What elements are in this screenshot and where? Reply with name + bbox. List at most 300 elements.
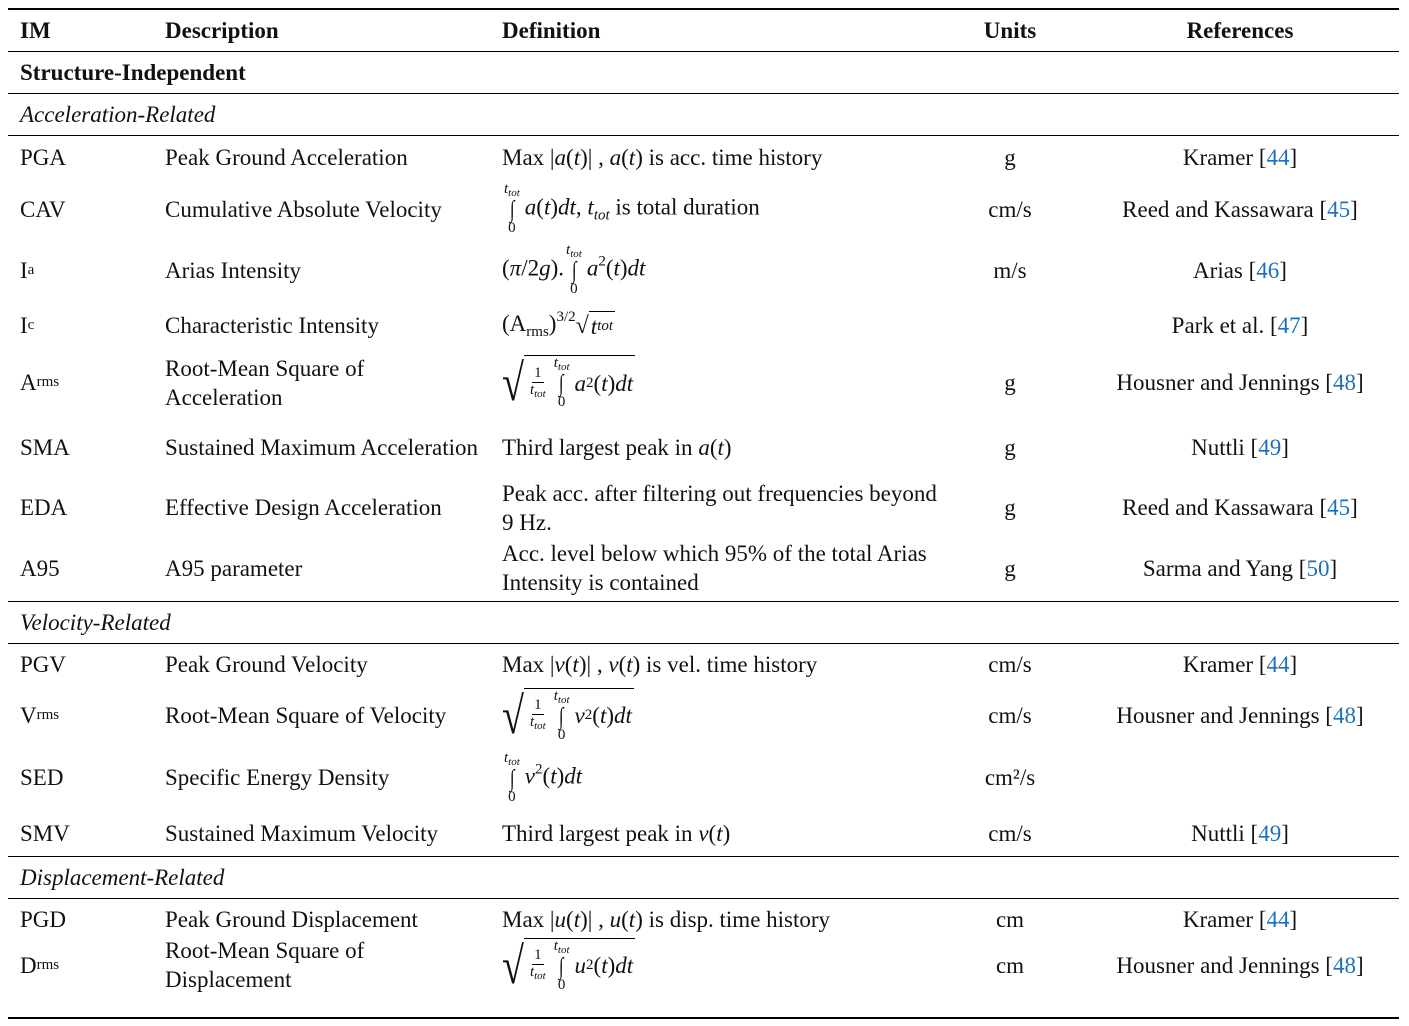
im-definition (502, 745, 942, 810)
definition-content (502, 182, 760, 236)
im-description: Root-Mean Square of Acceleration (165, 355, 365, 410)
im-reference (1085, 480, 1395, 535)
math-variable: t (553, 687, 558, 704)
im-definition (502, 644, 942, 685)
im-name: A (20, 370, 37, 395)
header-references: References (1186, 18, 1294, 43)
reference-bracket: ] (1355, 702, 1364, 728)
math-variable: u (574, 953, 587, 978)
im-subscript: a (27, 261, 35, 278)
citation-link[interactable]: 47 (1277, 312, 1301, 338)
math-variable: t (601, 953, 608, 978)
math-variable: a (574, 370, 587, 396)
radical-sign-icon: √ (575, 312, 589, 339)
math-variable: t (543, 194, 551, 220)
im-reference (1085, 899, 1395, 940)
table-row (0, 899, 1409, 940)
math-text: Peak acc. after filtering out frequencies beyond 9 Hz. (502, 480, 937, 535)
im-definition (502, 535, 942, 601)
im-units: g (1004, 370, 1016, 395)
math-text: ) is acc. time history (635, 144, 823, 170)
im-reference (1085, 745, 1395, 810)
im-description: Sustained Maximum Velocity (165, 820, 439, 846)
math-superscript: 2 (584, 707, 593, 723)
integral (554, 689, 570, 743)
math-subscript: tot (534, 720, 546, 733)
citation-link[interactable]: 50 (1306, 555, 1330, 581)
im-subscript: rms (36, 374, 60, 390)
integral-sign-icon: ∫ (559, 703, 564, 730)
im-reference (1085, 810, 1395, 856)
im-reference (1085, 415, 1395, 480)
reference-bracket: ] (1355, 952, 1364, 978)
im-units: cm/s (988, 652, 1032, 677)
header-units: Units (983, 18, 1037, 43)
citation-link[interactable]: 44 (1266, 652, 1290, 677)
math-variable: v (554, 652, 565, 677)
definition-content (502, 935, 635, 994)
reference-authors: Park et al. [ (1171, 312, 1278, 338)
im-units: cm/s (988, 196, 1032, 222)
citation-link[interactable]: 48 (1332, 702, 1356, 728)
citation-link[interactable]: 44 (1266, 144, 1290, 170)
definition-content (502, 650, 817, 679)
fraction-denominator (530, 965, 546, 983)
im-description: Cumulative Absolute Velocity (165, 196, 442, 222)
math-text: | (549, 907, 555, 932)
table-row (0, 350, 1409, 415)
math-text: ( (536, 194, 544, 220)
math-text: | , (587, 144, 610, 170)
im-name: D (20, 952, 37, 978)
math-text: ) (607, 370, 616, 396)
integral-lower-limit: 0 (557, 726, 566, 743)
im-definition (502, 136, 942, 178)
im-definition (502, 899, 942, 940)
im-definition (502, 480, 942, 535)
math-variable: g (539, 255, 551, 281)
definition-content (502, 479, 942, 537)
math-text: | (549, 652, 555, 677)
im-definition (502, 240, 942, 300)
math-variable: v (524, 762, 536, 788)
math-text: ( (564, 652, 573, 677)
subsection-row (0, 602, 1409, 643)
im-description: Arias Intensity (165, 257, 302, 283)
im-abbreviation (20, 745, 63, 810)
im-reference (1085, 300, 1395, 350)
math-text: Max (502, 652, 550, 677)
im-name: V (20, 702, 37, 728)
math-text: ) (550, 194, 559, 220)
im-abbreviation (20, 415, 70, 480)
im-description: Specific Energy Density (165, 765, 390, 790)
im-units: g (1004, 144, 1016, 170)
reference-authors: Reed and Kassawara [ (1122, 196, 1328, 222)
reference-authors: Reed and Kassawara [ (1122, 495, 1328, 520)
math-variable: v (574, 703, 585, 728)
im-reference (1085, 685, 1395, 745)
reference-bracket: ] (1279, 257, 1287, 283)
math-text: ) is disp. time history (635, 907, 831, 932)
integral-sign-icon: ∫ (559, 371, 564, 397)
math-variable: t (529, 381, 535, 398)
table-row (0, 810, 1409, 856)
im-description: Root-Mean Square of Displacement (165, 938, 365, 992)
math-text: ) (556, 762, 565, 788)
im-abbreviation (20, 178, 66, 240)
math-variable: dt (558, 194, 576, 220)
math-variable: t (628, 907, 636, 932)
table-row (0, 685, 1409, 745)
math-text: ) (606, 703, 614, 728)
definition-content (502, 433, 732, 462)
im-reference (1085, 178, 1395, 240)
table-row (0, 240, 1409, 300)
reference-authors: Kramer [ (1182, 652, 1267, 677)
reference-bracket: ] (1289, 144, 1298, 170)
square-root (502, 352, 635, 412)
citation-link[interactable]: 48 (1332, 952, 1356, 978)
im-abbreviation (20, 240, 34, 300)
im-units: m/s (993, 257, 1027, 283)
math-variable: dt (614, 703, 632, 728)
math-text: ) (723, 435, 732, 460)
math-text: , (575, 194, 588, 220)
math-subscript: tot (557, 361, 570, 373)
radical-sign-icon: √ (502, 935, 524, 994)
math-superscript: 3/2 (556, 309, 576, 325)
reference-authors: Arias [ (1193, 257, 1257, 283)
math-variable: t (573, 144, 581, 170)
table-row (0, 480, 1409, 535)
math-text: ( (502, 255, 510, 281)
math-text: /2 (521, 255, 540, 281)
math-variable: t (599, 703, 607, 728)
math-text: ( (566, 144, 574, 170)
integral-lower-limit: 0 (557, 394, 566, 410)
math-variable: a (586, 255, 599, 281)
im-subscript: rms (36, 706, 60, 723)
im-units: cm/s (988, 702, 1032, 728)
math-subscript: tot (557, 693, 570, 706)
reference-authors: Housner and Jennings [ (1116, 702, 1333, 728)
math-subscript: tot (508, 755, 520, 768)
reference-authors: Sarma and Yang [ (1142, 555, 1307, 581)
im-definition (502, 350, 942, 415)
math-variable: t (504, 749, 509, 766)
subsection-title: Acceleration-Related (20, 102, 216, 127)
square-root (576, 311, 615, 341)
fraction-numerator: 1 (534, 697, 542, 714)
citation-link[interactable]: 45 (1327, 196, 1351, 222)
subsection-title: Velocity-Related (20, 610, 171, 635)
math-text: ( (618, 652, 627, 677)
radical-sign-icon: √ (502, 352, 524, 412)
im-definition (502, 685, 942, 745)
citation-link[interactable]: 45 (1327, 495, 1351, 520)
im-units: cm (995, 952, 1025, 978)
square-root (502, 935, 635, 994)
reference-bracket: ] (1350, 196, 1358, 222)
math-variable: t (587, 194, 594, 220)
integral-lower-limit: 0 (557, 976, 566, 993)
math-variable: dt (627, 255, 646, 281)
math-variable: v (698, 820, 709, 846)
definition-content (502, 243, 645, 297)
header-im: IM (20, 18, 51, 43)
math-superscript: 2 (598, 253, 606, 270)
integral-lower-limit: 0 (570, 281, 578, 297)
math-text: Max (502, 907, 550, 932)
table-row (0, 644, 1409, 685)
im-reference (1085, 535, 1395, 601)
radicand (524, 688, 634, 743)
reference-authors: Nuttli [ (1191, 435, 1259, 460)
math-variable: a (609, 144, 622, 170)
definition-content (502, 819, 730, 848)
math-subscript: tot (508, 187, 520, 199)
table-row (0, 415, 1409, 480)
math-variable: t (717, 435, 724, 460)
im-abbreviation (20, 480, 67, 535)
im-name: CAV (20, 196, 66, 222)
reference-authors: Housner and Jennings [ (1116, 952, 1333, 978)
math-variable: t (628, 144, 636, 170)
math-variable: π (509, 255, 522, 281)
fraction-denominator (530, 715, 546, 733)
im-name: PGA (20, 144, 67, 170)
math-variable: dt (564, 762, 583, 788)
im-description: Peak Ground Displacement (165, 907, 418, 932)
definition-content (502, 751, 582, 805)
math-variable: t (716, 820, 723, 846)
math-text: ( (709, 435, 718, 460)
table-row (0, 535, 1409, 601)
definition-content (502, 905, 830, 934)
im-name: I (20, 312, 28, 338)
fraction (530, 698, 546, 732)
math-text: ) (607, 953, 616, 978)
citation-link[interactable]: 46 (1256, 257, 1280, 283)
im-description: Sustained Maximum Acceleration (165, 435, 478, 460)
math-variable: dt (615, 370, 634, 396)
im-description: A95 parameter (165, 555, 303, 581)
math-variable: t (529, 964, 535, 981)
math-variable: a (698, 435, 710, 460)
integral-lower-limit: 0 (508, 220, 516, 236)
fraction (530, 948, 546, 982)
math-text: ( (542, 762, 551, 788)
math-text: ). (550, 255, 565, 281)
reference-authors: Kramer [ (1182, 907, 1267, 932)
table-row (0, 136, 1409, 178)
im-name: SED (20, 765, 64, 790)
table-row (0, 935, 1409, 994)
math-variable: t (566, 242, 571, 258)
math-text: ) (548, 311, 557, 336)
im-abbreviation (20, 940, 59, 990)
math-variable: a (524, 194, 537, 220)
im-description: Peak Ground Velocity (165, 652, 368, 677)
radicand (524, 938, 635, 993)
math-variable: t (550, 762, 557, 788)
math-variable: t (601, 370, 608, 396)
math-text: ) (722, 820, 731, 846)
reference-authors: Kramer [ (1182, 144, 1267, 170)
math-text: ) is vel. time history (632, 652, 818, 677)
fraction-numerator: 1 (534, 947, 542, 964)
im-definition (502, 935, 942, 994)
radical-sign-icon: √ (502, 685, 524, 744)
integral-lower-limit: 0 (508, 788, 516, 805)
subsection-title: Displacement-Related (20, 865, 225, 890)
math-text: ( (593, 953, 602, 978)
math-variable: t (590, 313, 598, 339)
math-subscript: tot (534, 970, 546, 983)
math-text: | (549, 144, 555, 170)
math-variable: t (553, 355, 558, 371)
im-description: Peak Ground Acceleration (165, 144, 408, 170)
im-name: SMV (20, 820, 70, 846)
im-subscript: c (27, 316, 35, 333)
math-text: is total duration (609, 194, 760, 220)
integral (566, 243, 582, 297)
fraction-denominator (530, 383, 546, 401)
math-subscript: tot (570, 248, 582, 260)
im-definition (502, 300, 942, 350)
integral (554, 939, 570, 993)
reference-bracket: ] (1300, 312, 1309, 338)
integral (504, 751, 520, 805)
math-text: ( (592, 703, 600, 728)
im-units: cm²/s (984, 765, 1036, 790)
math-variable: v (608, 652, 619, 677)
radicand (589, 311, 615, 341)
math-variable: t (626, 652, 633, 677)
reference-authors: Nuttli [ (1191, 820, 1259, 846)
im-reference (1085, 940, 1395, 990)
square-root (502, 685, 634, 744)
im-name: A95 (20, 555, 60, 581)
math-text: ) (580, 907, 588, 932)
math-text: ( (593, 370, 602, 396)
citation-link[interactable]: 49 (1258, 435, 1282, 460)
im-definition (502, 810, 942, 856)
math-text: Max (502, 144, 550, 170)
math-text: ) (619, 255, 628, 281)
radicand (524, 355, 635, 410)
definition-content (502, 143, 822, 172)
im-subscript: rms (36, 956, 60, 973)
im-reference (1085, 240, 1395, 300)
math-superscript: 2 (586, 374, 594, 391)
im-definition (502, 415, 942, 480)
math-variable: t (553, 937, 558, 954)
citation-link[interactable]: 48 (1332, 370, 1356, 395)
math-text: ) (580, 144, 588, 170)
math-superscript: 2 (535, 760, 543, 777)
math-text: Third largest peak in (502, 435, 699, 460)
reference-bracket: ] (1281, 820, 1289, 846)
table-row (0, 178, 1409, 240)
header-description: Description (165, 18, 279, 43)
math-text: ( (621, 144, 629, 170)
im-abbreviation (20, 810, 70, 856)
math-subscript: tot (557, 943, 570, 956)
reference-bracket: ] (1289, 907, 1298, 932)
definition-content (502, 685, 634, 744)
im-abbreviation (20, 899, 66, 940)
header-row (0, 10, 1409, 51)
math-text: ( (708, 820, 717, 846)
im-units (950, 300, 1070, 350)
definition-content (502, 539, 942, 597)
im-abbreviation (20, 136, 66, 178)
table-row (0, 300, 1409, 350)
im-abbreviation (20, 535, 60, 601)
citation-link[interactable]: 44 (1266, 907, 1290, 932)
im-units: cm/s (988, 820, 1032, 846)
im-definition (502, 178, 942, 240)
math-variable: u (609, 907, 622, 932)
reference-bracket: ] (1281, 435, 1289, 460)
bottom-rule (8, 1017, 1399, 1019)
im-description: Effective Design Acceleration (165, 495, 442, 520)
integral (504, 182, 520, 236)
im-name: PGV (20, 652, 67, 677)
im-description: Characteristic Intensity (165, 312, 379, 338)
reference-bracket: ] (1350, 495, 1358, 520)
math-variable: t (529, 714, 535, 731)
integral-sign-icon: ∫ (509, 765, 515, 792)
math-text: | , (587, 907, 610, 932)
definition-content (502, 352, 635, 412)
im-name: PGD (20, 907, 67, 932)
im-units: g (1004, 495, 1016, 520)
im-name: EDA (20, 495, 68, 520)
reference-authors: Housner and Jennings [ (1116, 370, 1333, 395)
math-variable: u (554, 907, 567, 932)
math-text: ( (605, 255, 614, 281)
reference-bracket: ] (1329, 555, 1338, 581)
math-text: ( (621, 907, 629, 932)
reference-bracket: ] (1289, 652, 1298, 677)
math-text: | , (586, 652, 609, 677)
integral-sign-icon: ∫ (559, 953, 564, 980)
fraction-numerator: 1 (534, 364, 542, 381)
im-reference (1085, 350, 1395, 415)
math-variable: dt (615, 953, 634, 978)
subsection-row (0, 857, 1409, 898)
im-abbreviation (20, 300, 34, 350)
integral-sign-icon: ∫ (571, 258, 577, 284)
im-units: cm (995, 907, 1025, 932)
math-text: Third largest peak in (502, 820, 699, 846)
math-subscript: rms (526, 324, 549, 340)
integral (554, 356, 570, 410)
definition-content (502, 303, 615, 347)
math-subscript: tot (534, 387, 546, 400)
math-text: Acc. level below which 95% of the total Arias Intensity is contained (502, 541, 927, 595)
math-text: (A (502, 311, 527, 336)
im-name: I (20, 257, 28, 283)
math-variable: t (572, 652, 579, 677)
citation-link[interactable]: 49 (1258, 820, 1282, 846)
math-text: ) (578, 652, 587, 677)
integral-sign-icon: ∫ (509, 197, 515, 223)
im-reference (1085, 644, 1395, 685)
